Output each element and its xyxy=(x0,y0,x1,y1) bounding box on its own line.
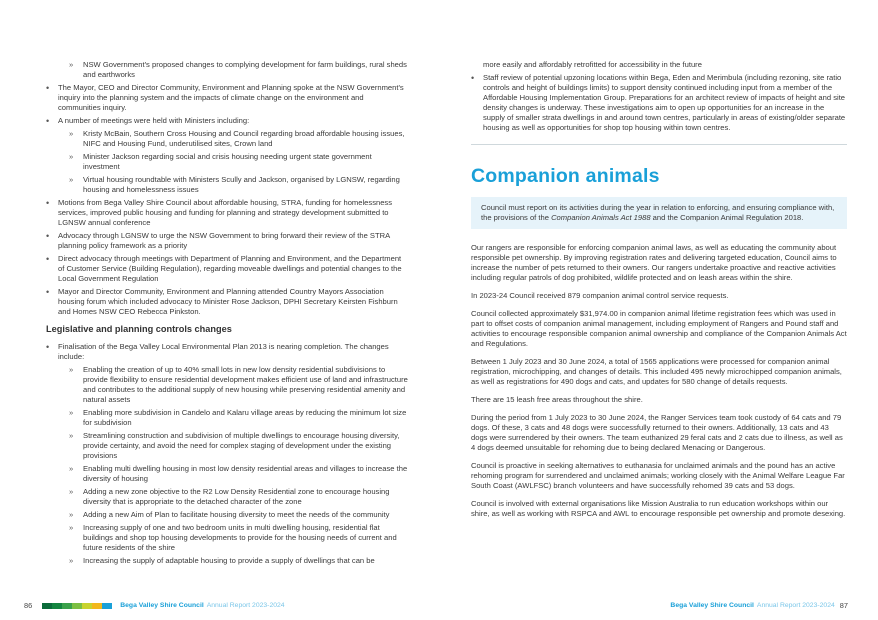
list-item: » NSW Government's proposed changes to complying development for farm buildings, rural sheds and earthworks xyxy=(46,60,408,80)
list-item: • Direct advocacy through meetings with Department of Planning and Environment, and the Department of Customer Service (Building Regulation), regarding moveable dwellings and potential changes to the Local Government Regulation xyxy=(46,254,408,284)
right-footer xyxy=(670,601,848,610)
right-page xyxy=(439,0,878,620)
list-item: • The Mayor, CEO and Director Community, Environment and Planning spoke at the NSW Government's inquiry into the planning system and the impacts of climate change on the environment and communities inquiry. xyxy=(46,83,408,113)
list-item: » Adding a new zone objective to the R2 Low Density Residential zone to encourage housing diversity that is appropriate to the detached character of the zone xyxy=(46,487,408,507)
body-paragraph: There are 15 leash free areas throughout the shire. xyxy=(471,395,643,404)
list-item: • Motions from Bega Valley Shire Council about affordable housing, STRA, funding for homelessness services, improved public housing and funding for planning and strategy development submitted to LGNSW annual conference xyxy=(46,198,408,228)
body-paragraphs xyxy=(471,243,847,519)
section-heading: Legislative and planning controls changes xyxy=(46,324,232,334)
page-number: 87 xyxy=(839,601,848,610)
footer-org: Bega Valley Shire Council xyxy=(120,602,204,609)
list-item: » Minister Jackson regarding social and crisis housing needing urgent state government investment xyxy=(46,152,408,172)
section-divider xyxy=(471,144,847,145)
callout-text-end: and the Companion Animal Regulation 2018. xyxy=(650,213,804,222)
callout-act-name: Companion Animals Act 1988 xyxy=(551,213,651,222)
body-paragraph: Council is involved with external organisations like Mission Australia to run education workshops within our shire, as well as working with RSPCA and AWL to encourage responsible pet ownership and promote desexing. xyxy=(471,499,846,518)
page-number: 86 xyxy=(24,601,33,610)
list-item: » Adding a new Aim of Plan to facilitate housing diversity to meet the needs of the community xyxy=(46,510,408,520)
color-bar-logo xyxy=(42,603,112,609)
callout-text-start: Council must report on its activities during the year in relation to enforcing, and ensuring compliance with, the provisions of the xyxy=(481,203,835,222)
list-item: » Enabling more subdivision in Candelo and Kalaru village areas by reducing the minimum lot size for subdivision xyxy=(46,408,408,428)
body-paragraph: Council is proactive in seeking alternatives to euthanasia for unclaimed animals and the pound has an active rehoming program for surrendered and unclaimed animals; working closely with the Animal Welfare League Far South Coast (AWLFSC) branch volunteers and have successfully rehomed 39 cats and 53 dogs. xyxy=(471,461,845,490)
color-bar-segment xyxy=(52,603,62,609)
list-item: » Increasing the supply of adaptable housing to provide a supply of dwellings that can be xyxy=(46,556,408,566)
list-item: • Mayor and Director Community, Environment and Planning attended Country Mayors Association housing forum which included advocacy to Minister Rose Jackson, DPHI Secretary Keirsten Fishburn and Homes NSW CEO Rebecca Pinkston. xyxy=(46,287,408,317)
list-item: » Enabling the creation of up to 40% small lots in new low density residential subdivisions to provide flexibility to ensure residential development makes efficient use of land and infrastructure and contributes to the additional supply of new housing while preserving residential amenity and natural assets xyxy=(46,365,408,405)
list-item: » Virtual housing roundtable with Ministers Scully and Jackson, organised by LGNSW, regarding housing and homelessness issues xyxy=(46,175,408,195)
body-paragraph: During the period from 1 July 2023 to 30 June 2024, the Ranger Services team took custody of 64 cats and 79 dogs. Of these, 3 cats and 48 dogs were successfully returned to their owners. Additionally, 13 cats and 43 dogs were surrendered by their owners. The team euthanized 29 feral cats and 2 cats due to illness, as well as 4 dogs deemed unsuitable for rehoming due to being declared Menacing or Dangerous. xyxy=(471,413,843,452)
footer-report: Annual Report 2023-2024 xyxy=(206,602,285,609)
list-item: • Staff review of potential upzoning locations within Bega, Eden and Merimbula (including rezoning, site ratio controls and height of buildings limits) to support density continued including input from a member of the Affordable Housing Implementation Group. Preparations for an architect review of impacts of height and site density changes is underway. These investigations aim to open up opportunities for an increase in the supply of smaller strata dwellings in and around town centres, particularly in areas of existing/older separate housing as well as opportunities for shop top housing within town centres. xyxy=(471,73,847,133)
list-item: • A number of meetings were held with Ministers including: xyxy=(46,116,408,126)
list-item: » Streamlining construction and subdivision of multiple dwellings to encourage housing diversity, provide certainty, and avoid the need for complex staging of development under the existing provisions xyxy=(46,431,408,461)
right-bullet-list xyxy=(471,60,847,133)
footer-report: Annual Report 2023-2024 xyxy=(756,602,835,609)
body-paragraph: Our rangers are responsible for enforcing companion animal laws, as well as educating the community about responsible pet ownership. By improving registration rates and delivering targeted education, Council aims to increase the number of pets returned to their owners. Our rangers undertake proactive and reactive activities including regular patrols of dog prohibited, wildlife protected and on leash areas within the shire. xyxy=(471,243,837,282)
body-paragraph: Council collected approximately $31,974.00 in companion animal lifetime registration fees which was used in part to offset costs of companion animal management, including employment of Rangers and Pound staff and activities to encourage responsible companion animal ownership and compliance of the Companion Animals Act and Regulations. xyxy=(471,309,847,348)
color-bar-segment xyxy=(102,603,112,609)
color-bar-segment xyxy=(92,603,102,609)
list-item: » Increasing supply of one and two bedroom units in multi dwelling housing, residential flat buildings and shop top housing developments to provide for the housing needs of current and future residents of the shire xyxy=(46,523,408,553)
body-paragraph: In 2023-24 Council received 879 companion animal control service requests. xyxy=(471,291,729,300)
footer-org: Bega Valley Shire Council xyxy=(670,602,754,609)
list-item: » Enabling multi dwelling housing in most low density residential areas and villages to increase the diversity of housing xyxy=(46,464,408,484)
left-footer xyxy=(24,601,285,610)
left-bullet-list xyxy=(46,60,408,317)
planning-changes-list xyxy=(46,342,408,566)
list-item: » Kristy McBain, Southern Cross Housing and Council regarding broad affordable housing issues, NIFC and Housing Fund, underutilised sites, Crown land xyxy=(46,129,408,149)
list-item: • Advocacy through LGNSW to urge the NSW Government to bring forward their review of the STRA planning policy framework as a priority xyxy=(46,231,408,251)
page-title: Companion animals xyxy=(471,165,660,187)
list-item: • Finalisation of the Bega Valley Local Environmental Plan 2013 is nearing completion. The changes include: xyxy=(46,342,408,362)
left-column xyxy=(46,60,408,569)
color-bar-segment xyxy=(72,603,82,609)
color-bar-segment xyxy=(82,603,92,609)
color-bar-segment xyxy=(42,603,52,609)
callout-box xyxy=(471,197,847,229)
color-bar-segment xyxy=(62,603,72,609)
body-paragraph: Between 1 July 2023 and 30 June 2024, a total of 1565 applications were processed for companion animal registration, microchipping, and changes of details. This included 495 newly microchipped companion animals, as well as registrations for 490 dogs and cats, and updates for 580 change of details requests. xyxy=(471,357,842,386)
list-item: more easily and affordably retrofitted for accessibility in the future xyxy=(483,60,702,69)
right-column xyxy=(471,60,847,527)
